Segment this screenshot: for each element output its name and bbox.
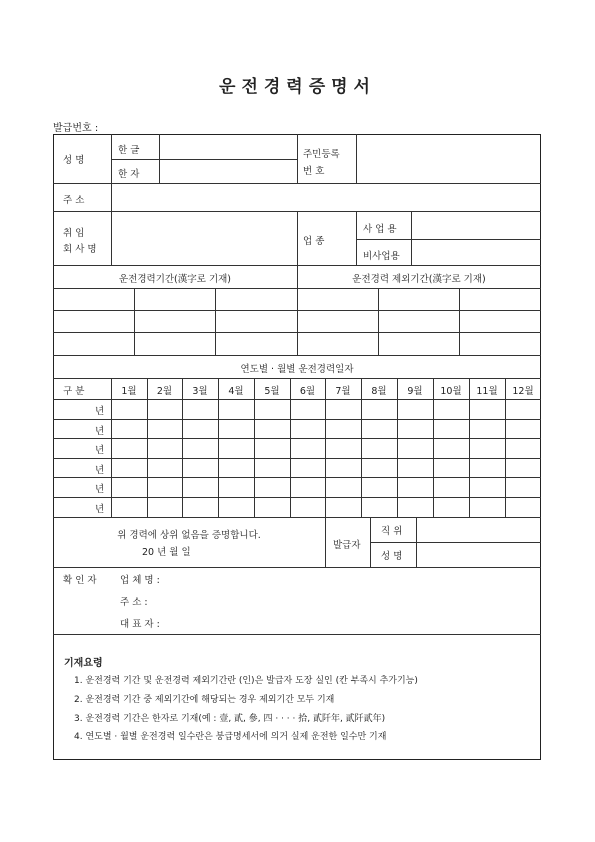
verifier-representative-label: 대 표 자 : xyxy=(120,619,160,630)
col-divider xyxy=(459,288,460,355)
verifier-address-label: 주 소 : xyxy=(120,597,148,608)
month-header: 3월 xyxy=(192,386,208,397)
document-title: 운전경력증명서 xyxy=(219,77,376,97)
row-divider xyxy=(53,497,541,498)
col-divider xyxy=(397,378,398,517)
row-divider xyxy=(53,399,541,400)
col-divider xyxy=(325,517,326,567)
row-divider xyxy=(53,183,541,184)
row-divider xyxy=(53,438,541,439)
issuer-label: 발급자 xyxy=(333,540,361,551)
year-row-label: 년 xyxy=(95,426,105,437)
col-divider xyxy=(111,183,112,211)
col-divider xyxy=(378,288,379,355)
hanja-label: 한 자 xyxy=(118,169,140,180)
col-divider xyxy=(182,378,183,517)
col-divider xyxy=(111,211,112,265)
col-divider xyxy=(297,134,298,183)
signer-name-label: 성 명 xyxy=(381,551,403,562)
instruction-item: 3. 운전경력 기간은 한자로 기재(예 : 壹, 貳, 參, 四 · · · · 拾, 貳阡年, 貳阡貳年) xyxy=(74,714,386,724)
month-header: 11월 xyxy=(476,386,498,397)
col-divider xyxy=(134,288,135,355)
category-label: 구 분 xyxy=(63,386,85,397)
row-divider xyxy=(53,567,541,568)
instruction-item: 2. 운전경력 기간 중 제외기간에 해당되는 경우 제외기간 모두 기재 xyxy=(74,695,335,705)
business-type-label: 업 종 xyxy=(303,236,325,247)
row-divider xyxy=(53,355,541,356)
certification-statement: 위 경력에 상위 없음을 증명합니다. xyxy=(117,530,261,541)
row-divider xyxy=(53,458,541,459)
business-use-label: 사 업 용 xyxy=(363,224,397,235)
monthly-title: 연도별 · 월별 운전경력일자 xyxy=(240,364,354,375)
month-header: 1월 xyxy=(121,386,137,397)
row-divider xyxy=(53,378,541,379)
month-header: 4월 xyxy=(228,386,244,397)
col-divider xyxy=(297,288,298,355)
col-divider xyxy=(147,378,148,517)
career-period-header: 운전경력기간(漢字로 기재) xyxy=(118,274,232,285)
row-divider xyxy=(370,542,541,543)
non-business-use-label: 비사업용 xyxy=(363,251,400,262)
col-divider xyxy=(254,378,255,517)
month-header: 2월 xyxy=(156,386,173,397)
col-divider xyxy=(111,378,112,517)
month-header: 7월 xyxy=(335,386,351,397)
col-divider xyxy=(370,517,371,567)
instructions-heading: 기재요령 xyxy=(64,658,103,669)
col-divider xyxy=(297,211,298,265)
col-divider xyxy=(111,134,112,183)
row-divider xyxy=(53,517,541,518)
row-divider xyxy=(53,634,541,635)
col-divider xyxy=(433,378,434,517)
address-label: 주 소 xyxy=(63,195,85,206)
row-divider xyxy=(53,419,541,420)
issue-number-label: 발급번호 : xyxy=(53,123,99,134)
year-row-label: 년 xyxy=(95,484,105,495)
col-divider xyxy=(356,211,357,265)
month-header: 12월 xyxy=(512,386,534,397)
month-header: 8월 xyxy=(371,386,387,397)
month-header: 9월 xyxy=(407,386,423,397)
position-label: 직 위 xyxy=(381,526,403,537)
instruction-item: 1. 운전경력 기간 및 운전경력 제외기간란 (인)은 발급자 도장 실인 (칸 부족시 추가기능) xyxy=(74,676,418,686)
col-divider xyxy=(356,134,357,183)
year-row-label: 년 xyxy=(95,445,105,456)
row-divider xyxy=(111,159,297,160)
year-row-label: 년 xyxy=(95,465,105,476)
employer-label: 취 임 xyxy=(63,228,85,239)
col-divider xyxy=(290,378,291,517)
month-header: 5월 xyxy=(264,386,280,397)
rrn-label: 주민등록 xyxy=(303,149,340,160)
row-divider xyxy=(356,239,541,240)
month-header: 6월 xyxy=(299,386,316,397)
verifier-label: 확 인 자 xyxy=(63,575,97,586)
col-divider xyxy=(159,134,160,183)
company-name-label: 회 사 명 xyxy=(63,244,97,255)
year-row-label: 년 xyxy=(95,406,105,417)
col-divider xyxy=(416,517,417,567)
col-divider xyxy=(215,288,216,355)
year-row-label: 년 xyxy=(95,504,105,515)
instruction-item: 4. 연도별 · 월별 운전경력 일수란은 붕급명세서에 의거 실제 운전한 일수만 기재 xyxy=(74,732,387,742)
verifier-business-name-label: 업 체 명 : xyxy=(120,575,160,586)
hangul-label: 한 글 xyxy=(118,145,140,156)
col-divider xyxy=(218,378,219,517)
col-divider xyxy=(361,378,362,517)
row-divider xyxy=(53,477,541,478)
col-divider xyxy=(505,378,506,517)
month-header: 10월 xyxy=(440,386,462,397)
name-label: 성 명 xyxy=(63,155,85,166)
rrn-label-2: 번 호 xyxy=(303,166,325,177)
col-divider xyxy=(411,211,412,265)
certification-date: 20 년 월 일 xyxy=(142,547,191,558)
col-divider xyxy=(325,378,326,517)
excluded-period-header: 운전경력 제외기간(漢字로 기재) xyxy=(352,274,486,285)
col-divider xyxy=(469,378,470,517)
